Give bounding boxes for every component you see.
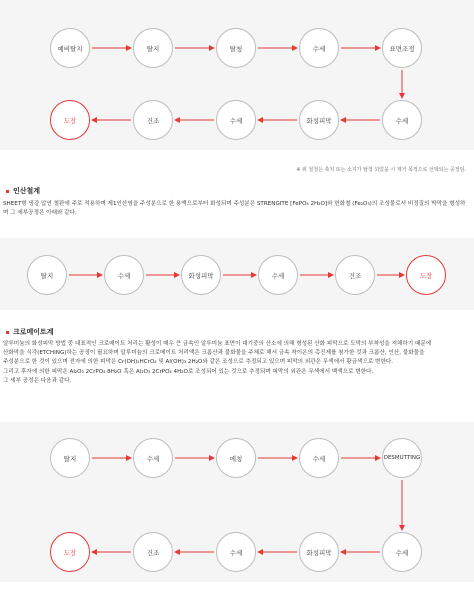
flow-node: DESMUTTING xyxy=(382,438,422,478)
flow-node: 탈지 xyxy=(50,438,90,478)
flow-node: 탈지 xyxy=(27,255,67,295)
flow-node: 건조 xyxy=(133,532,173,572)
section-heading-iron-phosphate xyxy=(6,186,40,196)
section-title: 크로메이트계 xyxy=(13,328,54,336)
flow-node-final: 도장 xyxy=(406,255,446,295)
flow-arrows xyxy=(0,422,474,582)
paragraph-line: 그 세부 공정은 다음과 같다. xyxy=(3,377,72,384)
flow-node-final: 도장 xyxy=(50,100,90,140)
flow-node: 화성피막 xyxy=(299,532,339,572)
flow-node: 건조 xyxy=(335,255,375,295)
flow-node: 수세 xyxy=(382,532,422,572)
footnote: ※ 위 철청은 축처 또는 소지가 탈청 되었을 시 제거 목적으로 선택되는 공정임. xyxy=(296,167,466,173)
flow-node: 예비탈지 xyxy=(50,28,90,68)
bullet-icon xyxy=(6,190,9,193)
flow-node: 수세 xyxy=(382,100,422,140)
flow-node-final: 도장 xyxy=(50,532,90,572)
paragraph-line: 주성분으로 한 것이 있으며 전자에 의한 피막은 Cr(OH)₂HCrO₄ 및 Al(OH)₃ 2H₂O와 같은 조성으로 추정되고 있으며 피막의 외관은 무색에서 황금색으로 변한다. xyxy=(3,359,394,366)
section-body xyxy=(3,200,469,218)
bullet-icon xyxy=(6,331,9,334)
flow-node: 수세 xyxy=(104,255,144,295)
flow-node: 수세 xyxy=(299,438,339,478)
flow-node: 수세 xyxy=(216,100,256,140)
flow-node: 화성피막 xyxy=(299,100,339,140)
paragraph-line: 그리고 후자에 의한 피막은 Al₂O₃ 2CrPO₄ 8H₂O 혹은 Al₂O₃ 2CrPO₄ 4H₂O로 조성되어 있는 것으로 추정되며 피막의 외관은 무색에서 백색으로 변한다. xyxy=(3,368,374,375)
flow-node: 건조 xyxy=(133,100,173,140)
flow-node: 수세 xyxy=(258,255,298,295)
section-title: 인산철계 xyxy=(13,187,41,195)
flow-arrows xyxy=(0,0,474,150)
flow-node: 수세 xyxy=(299,28,339,68)
paragraph-line: 산화막을 식각(ETCHING)하는 공정이 필요하며 알루미늄의 크로메이트 처리액은 크롬산과 불화물을 주체로 해서 금속 착이온의 촉진제를 첨가한 것과 크롬산, 인산, 불화물을 xyxy=(3,350,425,357)
flow-node: 수세 xyxy=(216,532,256,572)
flow-node: 탈지 xyxy=(133,28,173,68)
section-heading-chromate xyxy=(6,327,54,337)
flow-node: 에칭 xyxy=(216,438,256,478)
process-panel-1 xyxy=(0,0,474,150)
flow-node: 탈청 xyxy=(216,28,256,68)
process-panel-3 xyxy=(0,422,474,582)
process-panel-2 xyxy=(0,238,474,310)
paragraph: SHEET형 냉강 압연 철판에 주로 적용하며 제1인산염을 주성분으로 한 용액으로부터 화성되며 주성분은 STRENGITE [FePO₄ 2H₂O]와 헌화철 (Fe₂O₃)의 조성물로서 비정질의 박막을 형성하며 그 세부공정은 아래와 같다. xyxy=(3,201,466,217)
section-body xyxy=(3,340,469,386)
paragraph-line: 알루미늄의 화성피막 방법 중 대표적인 크로메이트 처리는 활성이 매우 큰 금속인 알루미늄 표면이 대기중의 산소에 의해 형성된 산화 피막으로 도막의 부착성을 저해하기 때문에 xyxy=(3,341,432,347)
flow-node: 화성피막 xyxy=(181,255,221,295)
flow-node: 표면조정 xyxy=(382,28,422,68)
flow-node: 수세 xyxy=(133,438,173,478)
flow-arrows xyxy=(0,238,474,310)
